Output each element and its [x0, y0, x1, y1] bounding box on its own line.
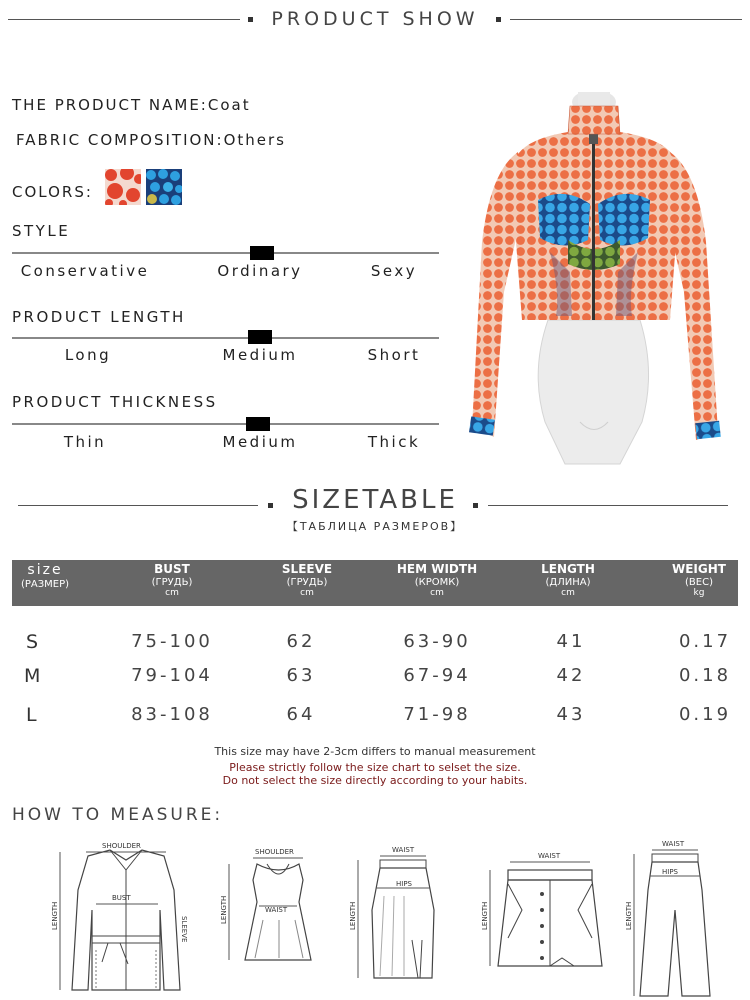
- col-size-ru: (РАЗМЕР): [20, 579, 70, 590]
- style-option-sexy: Sexy: [370, 262, 418, 280]
- skirt-hips-label: HIPS: [396, 880, 412, 888]
- col-length: [518, 560, 618, 598]
- style-scale-line: [12, 252, 439, 254]
- product-name-row: [12, 96, 251, 114]
- col-size-main: size: [27, 562, 63, 578]
- product-photo: [460, 92, 728, 468]
- fabric-label: FABRIC COMPOSITION:: [16, 131, 224, 149]
- col-hem-ru: (КРОМК): [414, 577, 460, 588]
- style-option-conservative: Conservative: [20, 262, 150, 280]
- style-option-ordinary: Ordinary: [217, 262, 303, 280]
- style-scale-marker: [250, 246, 274, 260]
- row-l-bust: 83-108: [131, 704, 213, 725]
- pants-waist-label: WAIST: [662, 840, 685, 848]
- col-length-unit: cm: [561, 588, 575, 598]
- colors-label: COLORS:: [12, 183, 93, 201]
- thickness-option-thick: Thick: [367, 433, 421, 451]
- row-s-hem: 63-90: [403, 631, 471, 652]
- measurement-note: This size may have 2-3cm differs to manual measurement: [214, 745, 536, 758]
- col-length-ru: (ДЛИНА): [545, 577, 591, 588]
- coat-bust-label: BUST: [112, 894, 131, 902]
- row-l-hem: 71-98: [403, 704, 471, 725]
- how-to-measure-title: HOW TO MEASURE:: [12, 805, 224, 825]
- length-scale-line: [12, 337, 439, 339]
- product-name-label: THE PRODUCT NAME:: [12, 96, 208, 114]
- row-s-size: S: [26, 631, 39, 653]
- header-dot-right: [496, 17, 501, 22]
- style-title: STYLE: [12, 222, 71, 240]
- row-m-weight: 0.18: [678, 665, 732, 686]
- col-length-main: LENGTH: [541, 562, 595, 576]
- fabric-value: Others: [223, 131, 286, 149]
- col-sleeve: [257, 560, 357, 598]
- dress-length-label: LENGTH: [220, 895, 228, 924]
- row-m-size: M: [24, 665, 41, 687]
- row-s-sleeve: 62: [286, 631, 316, 652]
- pants-length-label: LENGTH: [625, 901, 633, 930]
- col-hem-main: HEM WIDTH: [396, 562, 478, 576]
- col-weight-ru: (ВЕС): [685, 577, 713, 588]
- col-weight: [652, 560, 746, 598]
- orange-dots-pattern: [105, 169, 141, 205]
- thickness-option-medium: Medium: [222, 433, 298, 451]
- size-warning-1: Please strictly follow the size chart to selset the size.: [229, 761, 521, 774]
- sizetable-title: SIZETABLE: [292, 485, 458, 515]
- skort-length-label: LENGTH: [481, 901, 489, 930]
- dress-measure-diagram: [215, 830, 315, 995]
- col-sleeve-ru: (ГРУДЬ): [286, 577, 328, 588]
- dress-shoulder-label: SHOULDER: [255, 848, 294, 856]
- length-option-long: Long: [64, 346, 112, 364]
- thickness-title: PRODUCT THICKNESS: [12, 393, 218, 411]
- coat-sleeve-label: SLEEVE: [180, 916, 188, 943]
- length-option-short: Short: [367, 346, 421, 364]
- fabric-row: [16, 131, 286, 149]
- col-bust: [122, 560, 222, 598]
- col-size: [12, 560, 78, 590]
- length-title: PRODUCT LENGTH: [12, 308, 186, 326]
- col-weight-unit: kg: [693, 588, 705, 598]
- row-m-sleeve: 63: [286, 665, 316, 686]
- col-sleeve-unit: cm: [300, 588, 314, 598]
- coat-length-label: LENGTH: [51, 901, 59, 930]
- row-l-weight: 0.19: [678, 704, 732, 725]
- dress-waist-label: WAIST: [265, 906, 288, 914]
- sizetable-dot-right: [473, 503, 478, 508]
- pants-hips-label: HIPS: [662, 868, 678, 876]
- col-hem-width: [382, 560, 492, 598]
- thickness-option-thin: Thin: [63, 433, 107, 451]
- col-bust-ru: (ГРУДЬ): [151, 577, 193, 588]
- coat-shoulder-label: SHOULDER: [102, 842, 141, 850]
- page-title: PRODUCT SHOW: [271, 8, 479, 30]
- size-warning-2: Do not select the size directly according to your habits.: [222, 774, 528, 787]
- length-option-medium: Medium: [222, 346, 298, 364]
- row-s-length: 41: [556, 631, 586, 652]
- thickness-scale-marker: [246, 417, 270, 431]
- row-l-length: 43: [556, 704, 586, 725]
- skort-measure-diagram: [478, 830, 618, 995]
- size-table-header: [12, 560, 738, 606]
- skirt-measure-diagram: [340, 830, 450, 995]
- color-swatch-orange[interactable]: [105, 169, 141, 205]
- skort-waist-label: WAIST: [538, 852, 561, 860]
- skirt-waist-label: WAIST: [392, 846, 415, 854]
- col-hem-unit: cm: [430, 588, 444, 598]
- row-l-size: L: [26, 704, 37, 726]
- col-sleeve-main: SLEEVE: [281, 562, 333, 576]
- row-m-bust: 79-104: [131, 665, 213, 686]
- color-swatch-blue[interactable]: [146, 169, 182, 205]
- product-name-value: Coat: [207, 96, 251, 114]
- thickness-scale-line: [12, 423, 439, 425]
- sizetable-subtitle: 【ТАБЛИЦА РАЗМЕРОВ】: [286, 520, 464, 533]
- length-scale-marker: [248, 330, 272, 344]
- row-l-sleeve: 64: [286, 704, 316, 725]
- blue-dots-pattern: [146, 169, 182, 205]
- col-weight-main: WEIGHT: [672, 562, 726, 576]
- row-s-weight: 0.17: [678, 631, 732, 652]
- col-bust-unit: cm: [165, 588, 179, 598]
- col-bust-main: BUST: [154, 562, 190, 576]
- coat-measure-diagram: [48, 830, 198, 995]
- row-s-bust: 75-100: [131, 631, 213, 652]
- row-m-hem: 67-94: [403, 665, 471, 686]
- header-rule-right: [510, 19, 742, 20]
- pants-measure-diagram: [622, 830, 732, 998]
- skirt-length-label: LENGTH: [349, 901, 357, 930]
- row-m-length: 42: [556, 665, 586, 686]
- sizetable-rule-right: [488, 505, 728, 506]
